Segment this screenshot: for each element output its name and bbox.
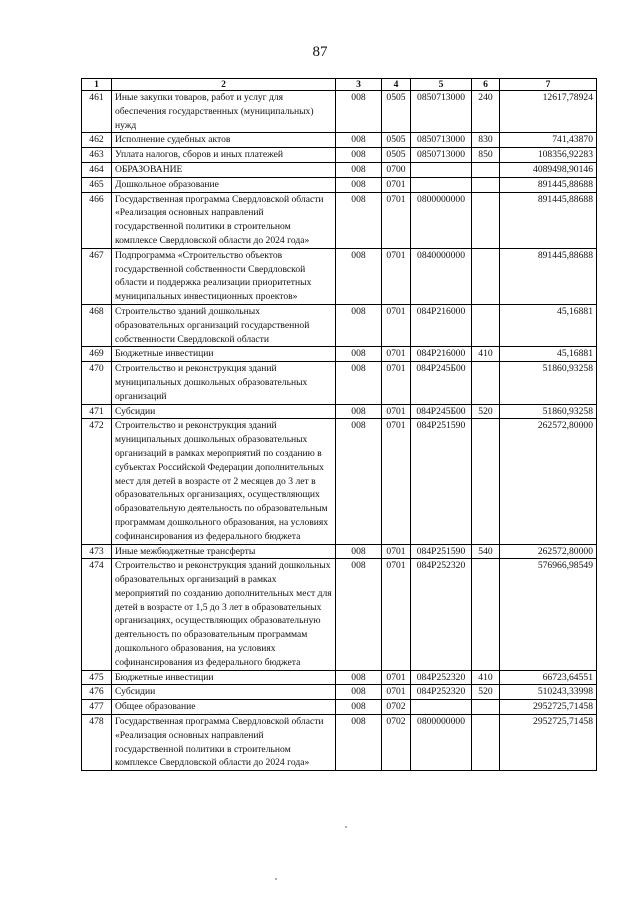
target-article-cell [411,177,472,192]
amount-cell: 12617,78924 [500,91,597,133]
target-article-cell: 084P252320 [411,685,472,700]
target-article-cell: 084P216000 [411,347,472,362]
table-body [82,91,597,771]
row-number-cell: 475 [82,670,112,685]
ministry-code-cell: 008 [336,544,382,559]
target-article-cell [411,162,472,177]
table-row [82,148,597,163]
section-code-cell: 0701 [382,685,411,700]
expense-type-cell: 410 [472,347,500,362]
expense-type-cell [472,192,500,248]
row-number-cell: 474 [82,559,112,670]
target-article-cell: 084P245Б00 [411,404,472,419]
ministry-code-cell: 008 [336,347,382,362]
expense-type-cell [472,419,500,544]
row-number-cell: 464 [82,162,112,177]
col-header: 1 [82,79,112,91]
section-code-cell: 0701 [382,544,411,559]
table-row [82,304,597,346]
table-row [82,544,597,559]
amount-cell: 66723,64551 [500,670,597,685]
amount-cell: 262572,80000 [500,544,597,559]
section-code-cell: 0700 [382,162,411,177]
row-number-cell: 478 [82,715,112,771]
row-number-cell: 471 [82,404,112,419]
ministry-code-cell: 008 [336,248,382,304]
ministry-code-cell: 008 [336,559,382,670]
description-cell: Иные межбюджетные трансферты [112,544,336,559]
expense-type-cell: 240 [472,91,500,133]
row-number-cell: 462 [82,133,112,148]
expense-type-cell: 540 [472,544,500,559]
scan-speck [345,826,347,828]
table-row [82,133,597,148]
target-article-cell: 084P251590 [411,419,472,544]
description-cell: Субсидии [112,404,336,419]
table-row [82,685,597,700]
expense-type-cell [472,700,500,715]
section-code-cell: 0701 [382,347,411,362]
target-article-cell: 084P251590 [411,544,472,559]
description-cell: Строительство и реконструкция зданий муниципальных дошкольных образовательных организаций в рамках мероприятий по созданию в субъектах Российской Федерации дополнительных мест для детей в возрасте от 2 месяцев до 3 лет в образовательных организациях, осуществляющих образовательную деятельность по образовательным программам дошкольного образования, на условиях софинансирования из федерального бюджета [112,419,336,544]
target-article-cell: 0850713000 [411,148,472,163]
expense-type-cell [472,304,500,346]
target-article-cell: 084P252320 [411,559,472,670]
section-code-cell: 0701 [382,192,411,248]
amount-cell: 45,16881 [500,304,597,346]
table-row [82,419,597,544]
description-cell: Исполнение судебных актов [112,133,336,148]
amount-cell: 891445,88688 [500,248,597,304]
row-number-cell: 473 [82,544,112,559]
expense-type-cell [472,559,500,670]
row-number-cell: 467 [82,248,112,304]
target-article-cell: 084P216000 [411,304,472,346]
col-header: 2 [112,79,336,91]
expense-type-cell [472,248,500,304]
description-cell: Бюджетные инвестиции [112,670,336,685]
header-row [82,79,597,91]
section-code-cell: 0701 [382,248,411,304]
expense-type-cell [472,715,500,771]
description-cell: Уплата налогов, сборов и иных платежей [112,148,336,163]
scan-speck [275,878,277,880]
table-row [82,162,597,177]
section-code-cell: 0701 [382,177,411,192]
amount-cell: 891445,88688 [500,177,597,192]
row-number-cell: 472 [82,419,112,544]
budget-table [81,78,597,771]
section-code-cell: 0505 [382,91,411,133]
description-cell: Подпрограмма «Строительство объектов государственной собственности Свердловской области и поддержка реализации приоритетных муниципальных инвестиционных проектов» [112,248,336,304]
section-code-cell: 0701 [382,304,411,346]
description-cell: Строительство и реконструкция зданий дошкольных образовательных организаций в рамках мероприятий по созданию дополнительных мест для детей в возрасте от 1,5 до 3 лет в образовательных организациях, осуществляющих образовательную деятельность по образовательным программам дошкольного образования, на условиях софинансирования из федерального бюджета [112,559,336,670]
amount-cell: 891445,88688 [500,192,597,248]
amount-cell: 108356,92283 [500,148,597,163]
amount-cell: 741,43870 [500,133,597,148]
row-number-cell: 476 [82,685,112,700]
table-row [82,715,597,771]
row-number-cell: 477 [82,700,112,715]
table-row [82,91,597,133]
description-cell: Иные закупки товаров, работ и услуг для обеспечения государственных (муниципальных) нужд [112,91,336,133]
ministry-code-cell: 008 [336,404,382,419]
expense-type-cell [472,362,500,404]
table-row [82,177,597,192]
row-number-cell: 461 [82,91,112,133]
table-row [82,559,597,670]
amount-cell: 45,16881 [500,347,597,362]
table-row [82,192,597,248]
description-cell: Государственная программа Свердловской области «Реализация основных направлений государственной политики в строительном комплексе Свердловской области до 2024 года» [112,715,336,771]
description-cell: Государственная программа Свердловской области «Реализация основных направлений государственной политики в строительном комплексе Свердловской области до 2024 года» [112,192,336,248]
expense-type-cell [472,162,500,177]
col-header: 5 [411,79,472,91]
description-cell: Субсидии [112,685,336,700]
amount-cell: 2952725,71458 [500,715,597,771]
ministry-code-cell: 008 [336,91,382,133]
expense-type-cell: 410 [472,670,500,685]
table-row [82,362,597,404]
ministry-code-cell: 008 [336,192,382,248]
target-article-cell: 0850713000 [411,91,472,133]
expense-type-cell: 830 [472,133,500,148]
row-number-cell: 470 [82,362,112,404]
table-row [82,670,597,685]
target-article-cell: 084P252320 [411,670,472,685]
amount-cell: 51860,93258 [500,404,597,419]
ministry-code-cell: 008 [336,670,382,685]
row-number-cell: 463 [82,148,112,163]
description-cell: Общее образование [112,700,336,715]
col-header: 7 [500,79,597,91]
section-code-cell: 0702 [382,715,411,771]
amount-cell: 51860,93258 [500,362,597,404]
amount-cell: 510243,33998 [500,685,597,700]
ministry-code-cell: 008 [336,715,382,771]
ministry-code-cell: 008 [336,700,382,715]
expense-type-cell: 520 [472,685,500,700]
section-code-cell: 0701 [382,362,411,404]
section-code-cell: 0505 [382,148,411,163]
row-number-cell: 468 [82,304,112,346]
ministry-code-cell: 008 [336,304,382,346]
section-code-cell: 0701 [382,419,411,544]
description-cell: ОБРАЗОВАНИЕ [112,162,336,177]
expense-type-cell: 850 [472,148,500,163]
col-header: 4 [382,79,411,91]
section-code-cell: 0701 [382,404,411,419]
description-cell: Строительство зданий дошкольных образовательных организаций государственной собственности Свердловской области [112,304,336,346]
col-header: 6 [472,79,500,91]
description-cell: Строительство и реконструкция зданий муниципальных дошкольных образовательных организаций [112,362,336,404]
page-number: 87 [312,44,328,60]
ministry-code-cell: 008 [336,685,382,700]
ministry-code-cell: 008 [336,362,382,404]
amount-cell: 262572,80000 [500,419,597,544]
description-cell: Дошкольное образование [112,177,336,192]
target-article-cell: 0850713000 [411,133,472,148]
amount-cell: 4089498,90146 [500,162,597,177]
target-article-cell [411,700,472,715]
ministry-code-cell: 008 [336,177,382,192]
target-article-cell: 0800000000 [411,192,472,248]
section-code-cell: 0505 [382,133,411,148]
section-code-cell: 0702 [382,700,411,715]
expense-type-cell: 520 [472,404,500,419]
target-article-cell: 084P245Б00 [411,362,472,404]
ministry-code-cell: 008 [336,419,382,544]
ministry-code-cell: 008 [336,162,382,177]
expense-type-cell [472,177,500,192]
amount-cell: 2952725,71458 [500,700,597,715]
section-code-cell: 0701 [382,670,411,685]
target-article-cell: 0800000000 [411,715,472,771]
amount-cell: 576966,98549 [500,559,597,670]
table-row [82,700,597,715]
table-row [82,248,597,304]
row-number-cell: 465 [82,177,112,192]
ministry-code-cell: 008 [336,148,382,163]
table-row [82,404,597,419]
table-row [82,347,597,362]
target-article-cell: 0840000000 [411,248,472,304]
section-code-cell: 0701 [382,559,411,670]
description-cell: Бюджетные инвестиции [112,347,336,362]
col-header: 3 [336,79,382,91]
row-number-cell: 466 [82,192,112,248]
row-number-cell: 469 [82,347,112,362]
ministry-code-cell: 008 [336,133,382,148]
